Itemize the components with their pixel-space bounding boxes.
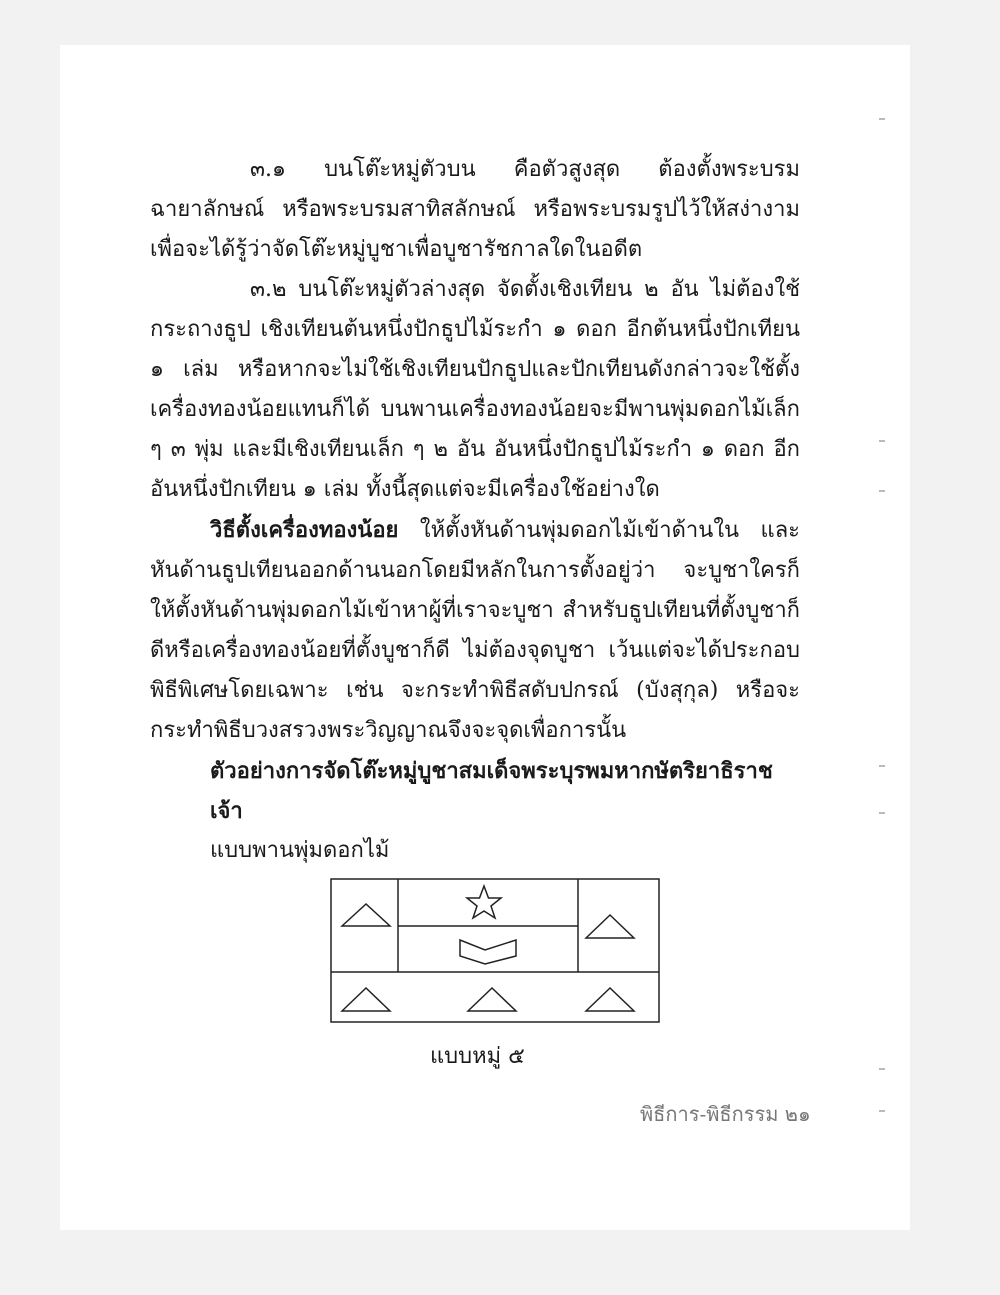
margin-mark (879, 765, 885, 767)
diagram-caption: แบบหมู่ ๕ (430, 1044, 525, 1069)
altar-diagram-svg (330, 878, 660, 1023)
triangle-upper-left (342, 904, 390, 926)
triangle-upper-right (586, 915, 634, 938)
example-subheading: แบบพานพุ่มดอกไม้ (210, 838, 390, 863)
document-body (150, 150, 800, 871)
triangle-lower-right (586, 988, 634, 1011)
margin-mark (879, 440, 885, 442)
outer-frame (331, 879, 659, 1022)
chevron-plaque-icon (460, 940, 516, 964)
triangle-lower-left (342, 988, 390, 1011)
paragraph-gold-set-body: ให้ตั้งหันด้านพุ่มดอกไม้เข้าด้านใน และหันด้านธูปเทียนออกด้านนอกโดยมีหลักในการตั้งอยู่ว่า จะบูชาใครก็ให้ตั้งหันด้านพุ่มดอกไม้เข้าหาผู้ที่เราจะบูชา สำหรับธูปเทียนที่ตั้งบูชาก็ดีหรือเครื่องทองน้อยที่ตั้งบูชาก็ดี ไม่ต้องจุดบูชา เว้นแต่จะได้ประกอบพิธีพิเศษโดยเฉพาะ เช่น จะกระทำพิธีสดับปกรณ์ (บังสุกุล) หรือจะกระทำพิธีบวงสรวงพระวิญญาณจึงจะจุดเพื่อการนั้น (150, 518, 800, 743)
margin-mark (879, 1110, 885, 1112)
margin-mark (879, 1068, 885, 1070)
margin-mark (879, 490, 885, 492)
altar-table-diagram (330, 878, 660, 1023)
paragraph-3-1: ๓.๑ บนโต๊ะหมู่ตัวบน คือตัวสูงสุด ต้องตั้งพระบรมฉายาลักษณ์ หรือพระบรมสาทิสลักษณ์ หรือพระบรมรูปไว้ให้สง่างาม เพื่อจะได้รู้ว่าจัดโต๊ะหมู่บูชาเพื่อบูชารัชกาลใดในอดีต (150, 157, 800, 262)
paragraph-gold-set-lead: วิธีตั้งเครื่องทองน้อย (210, 517, 399, 543)
triangle-lower-center (468, 988, 516, 1011)
paragraph-gold-set (150, 510, 800, 751)
page-footer: พิธีการ-พิธีกรรม ๒๑ (640, 1102, 811, 1126)
margin-mark (879, 118, 885, 120)
example-heading: ตัวอย่างการจัดโต๊ะหมู่บูชาสมเด็จพระบุรพมหากษัตริยาธิราชเจ้า (210, 758, 773, 824)
paragraph-3-2: ๓.๒ บนโต๊ะหมู่ตัวล่างสุด จัดตั้งเชิงเทียน ๒ อัน ไม่ต้องใช้กระถางธูป เชิงเทียนต้นหนึ่งปักธูปไม้ระกำ ๑ ดอก อีกต้นหนึ่งปักเทียน ๑ เล่ม หรือหากจะไม่ใช้เชิงเทียนปักธูปและปักเทียนดังกล่าวจะใช้ตั้งเครื่องทองน้อยแทนก็ได้ บนพานเครื่องทองน้อยจะมีพานพุ่มดอกไม้เล็ก ๆ ๓ พุ่ม และมีเชิงเทียนเล็ก ๆ ๒ อัน อันหนึ่งปักธูปไม้ระกำ ๑ ดอก อีกอันหนึ่งปักเทียน ๑ เล่ม ทั้งนี้สุดแต่จะมีเครื่องใช้อย่างใด (150, 277, 800, 502)
star-icon (467, 886, 501, 918)
margin-mark (879, 812, 885, 814)
